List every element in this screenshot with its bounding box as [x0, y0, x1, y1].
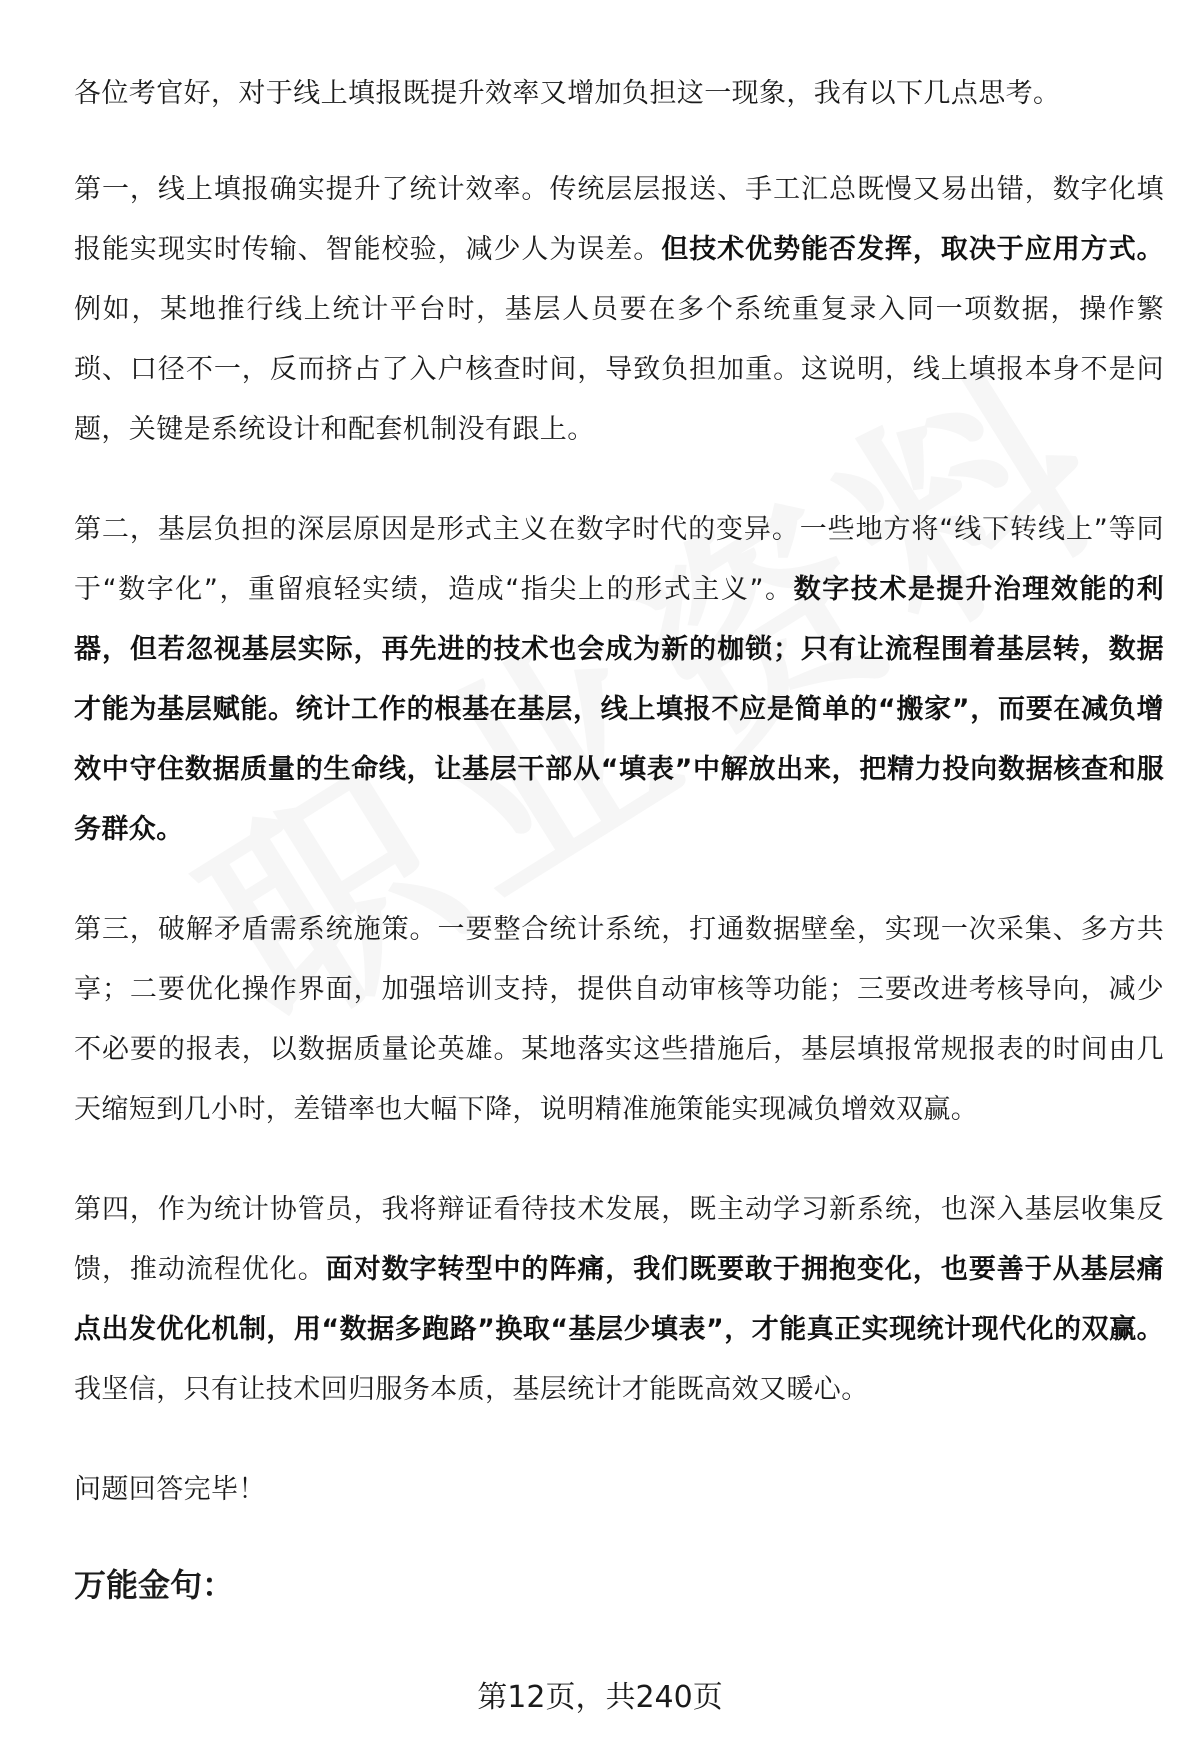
paragraph-point-3 [74, 900, 1164, 1140]
paragraph-text: 第四，作为统计协管员，我将辩证看待技术发展，既主动学习新系统，也深入基层收集反馈，推动流程优化。 [74, 1194, 1164, 1285]
paragraph-text: 第一，线上填报确实提升了统计效率。传统层层报送、手工汇总既慢又易出错，数字化填报能实现实时传输、智能校验，减少人为误差。 [74, 174, 1164, 265]
paragraph-point-1 [74, 160, 1164, 460]
paragraph-text: 各位考官好，对于线上填报既提升效率又增加负担这一现象，我有以下几点思考。 [74, 78, 1061, 109]
paragraph-bold-text: 数字技术是提升治理效能的利器，但若忽视基层实际，再先进的技术也会成为新的枷锁；只有让流程围着基层转，数据才能为基层赋能。统计工作的根基在基层，线上填报不应是简单的“搬家”，而要在减负增效中守住数据质量的生命线，让基层干部从“填表”中解放出来，把精力投向数据核查和服务群众。 [74, 574, 1165, 845]
paragraph-bold-text: 面对数字转型中的阵痛，我们既要敢于拥抱变化，也要善于从基层痛点出发优化机制，用“数据多跑路”换取“基层少填表”，才能真正实现统计现代化的双赢。 [74, 1254, 1164, 1345]
paragraph-text: 我坚信，只有让技术回归服务本质，基层统计才能既高效又暖心。 [74, 1374, 869, 1405]
paragraph-text: 问题回答完毕！ [74, 1474, 266, 1505]
paragraph-closing [74, 1460, 1164, 1520]
paragraph-point-2 [74, 500, 1164, 860]
paragraph-point-4 [74, 1180, 1164, 1420]
paragraph-text: 第二，基层负担的深层原因是形式主义在数字时代的变异。一些地方将“线下转线上”等同于“数字化”，重留痕轻实绩，造成“指尖上的形式主义”。 [74, 514, 1164, 605]
paragraph-text: 第三，破解矛盾需系统施策。一要整合统计系统，打通数据壁垒，实现一次采集、多方共享；二要优化操作界面，加强培训支持，提供自动审核等功能；三要改进考核导向，减少不必要的报表，以数据质量论英雄。某地落实这些措施后，基层填报常规报表的时间由几天缩短到几小时，差错率也大幅下降，说明精准施策能实现减负增效双赢。 [74, 914, 1164, 1125]
paragraph-intro [74, 64, 1164, 124]
section-title: 万能金句： [74, 1566, 235, 1604]
paragraph-bold-text: 但技术优势能否发挥，取决于应用方式。 [661, 234, 1165, 265]
page-number-footer: 第12页，共240页 [477, 1680, 723, 1715]
paragraph-text: 例如，某地推行线上统计平台时，基层人员要在多个系统重复录入同一项数据，操作繁琐、口径不一，反而挤占了入户核查时间，导致负担加重。这说明，线上填报本身不是问题，关键是系统设计和配套机制没有跟上。 [74, 294, 1164, 445]
document-body [74, 64, 1164, 1610]
